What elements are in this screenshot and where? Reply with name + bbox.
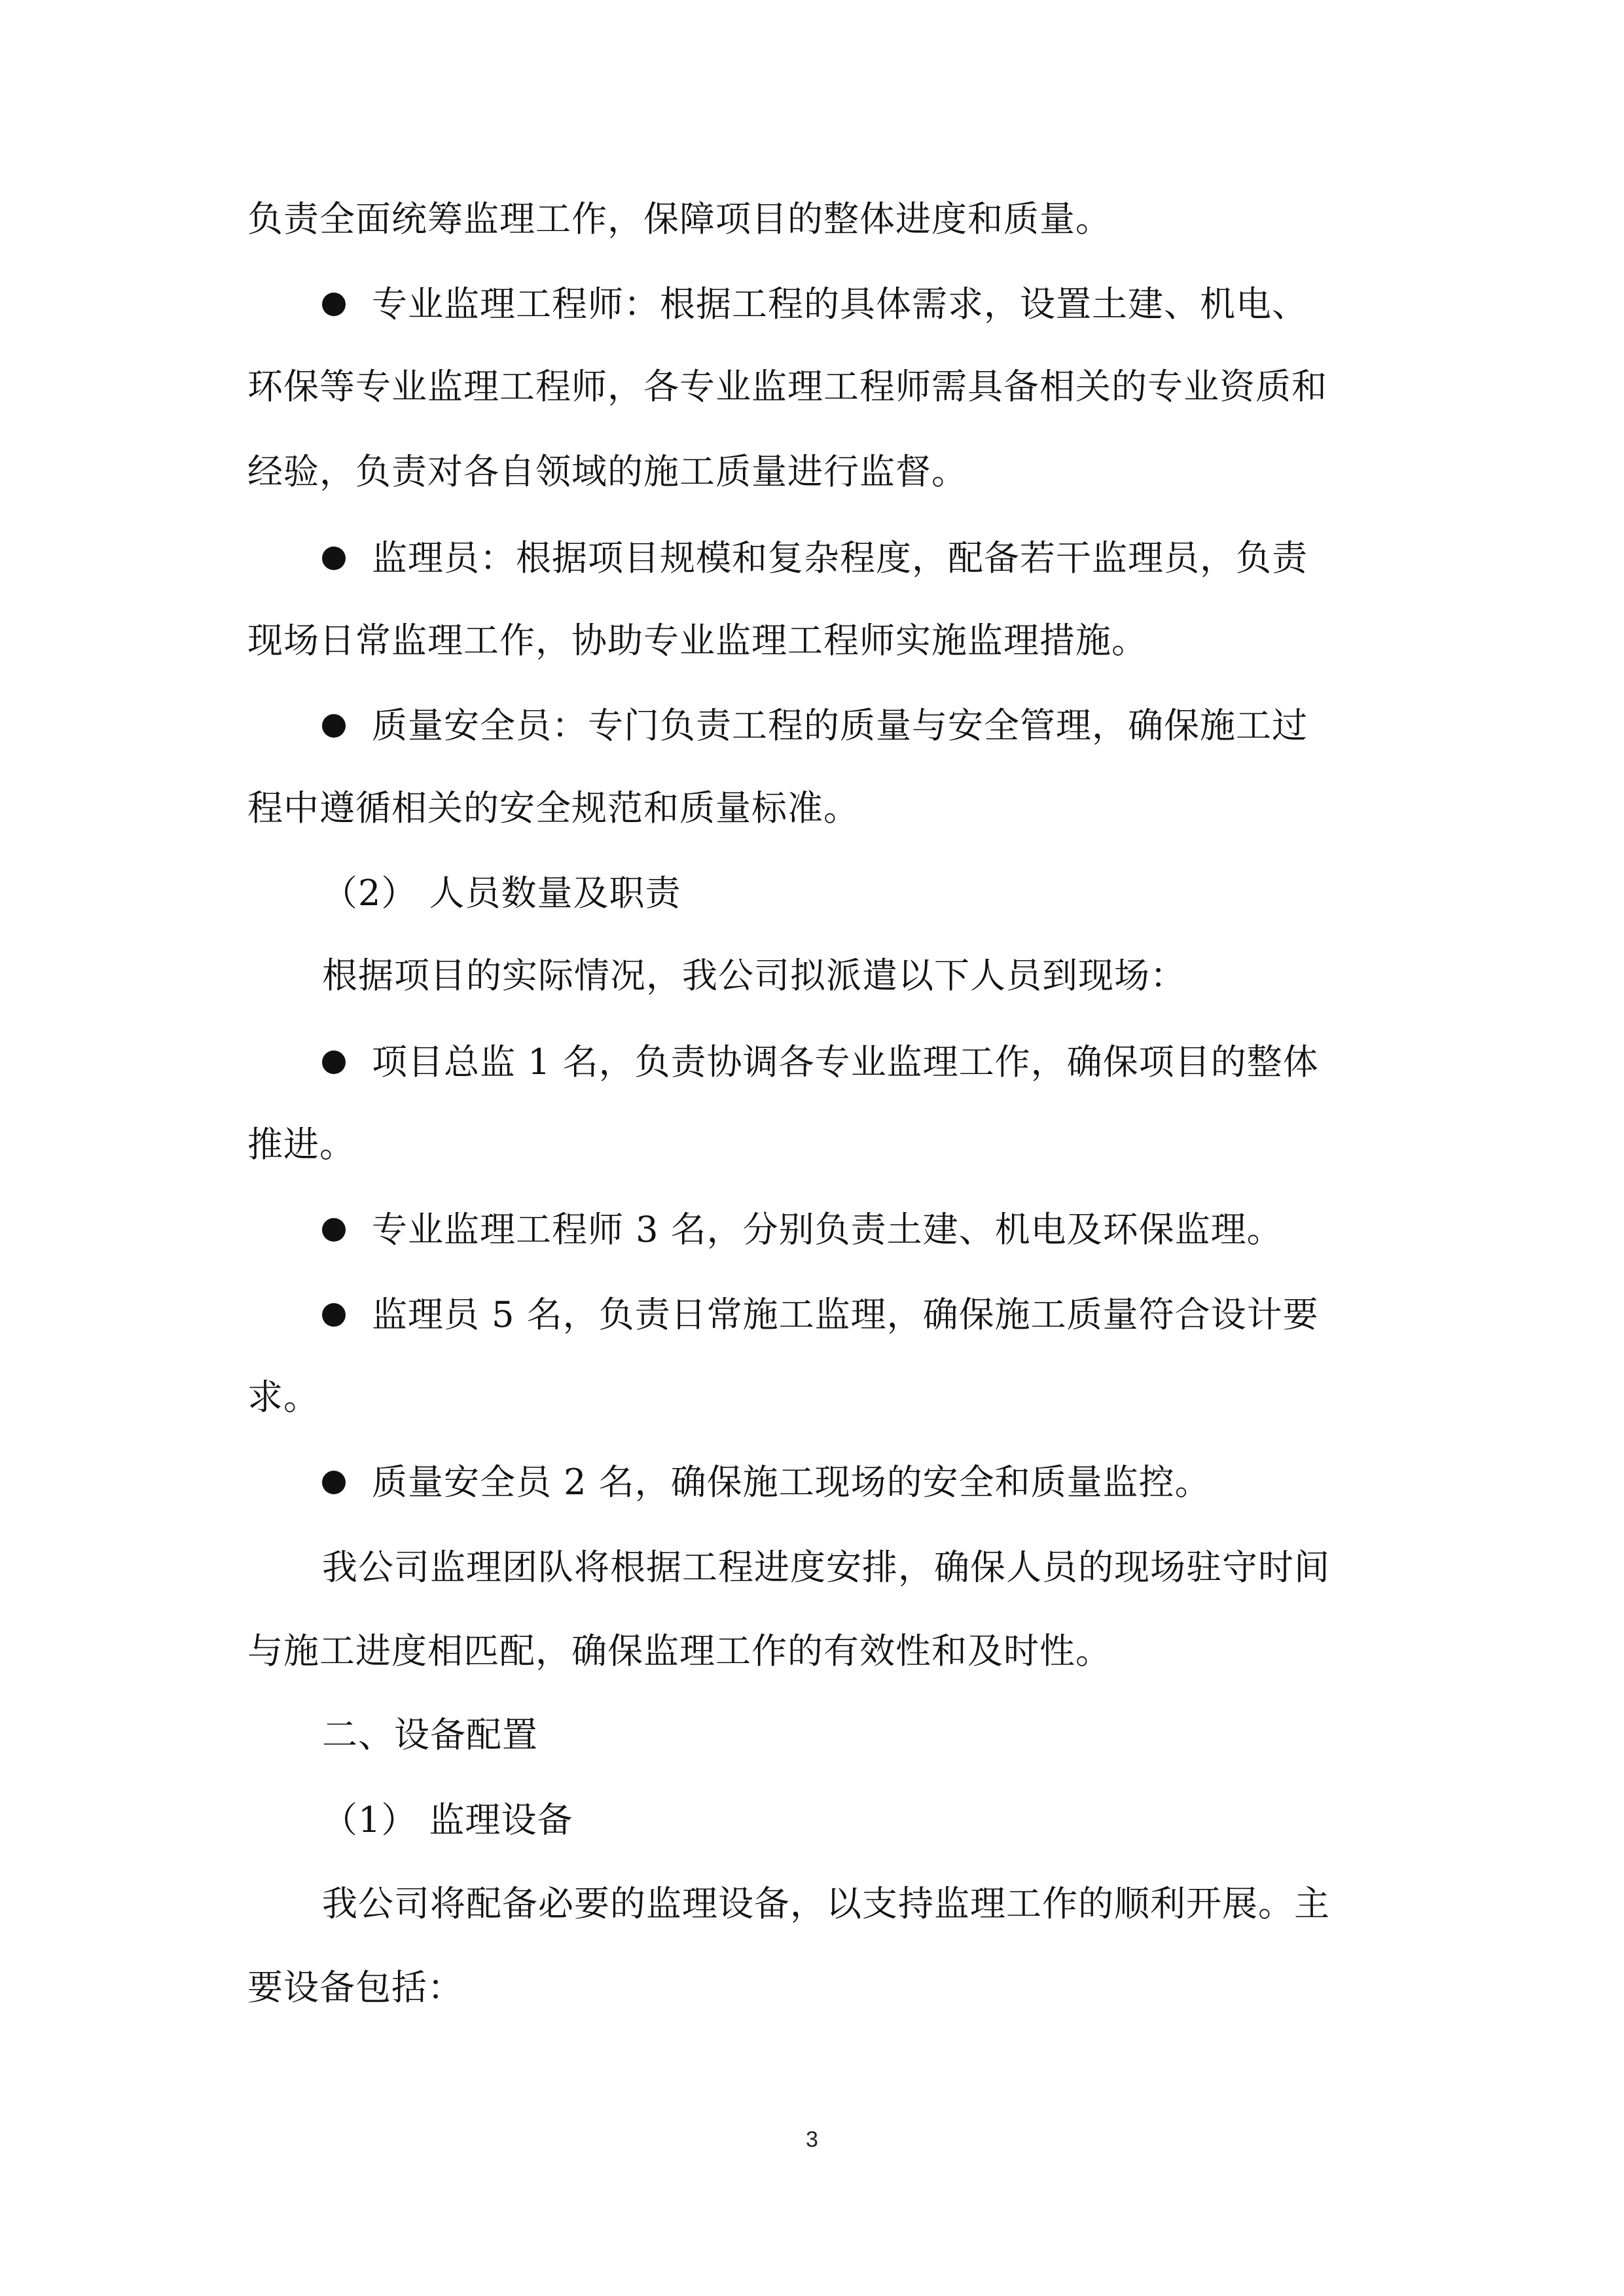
- paragraph-line: 现场日常监理工作，协助专业监理工程师实施监理措施。: [247, 620, 1147, 661]
- bullet-icon: [322, 1471, 346, 1494]
- bullet-text: 专业监理工程师：根据工程的具体需求，设置土建、机电、: [372, 283, 1308, 325]
- paragraph-line: 推进。: [247, 1124, 355, 1165]
- subsection-heading: （1） 监理设备: [322, 1799, 573, 1840]
- bullet-item: [322, 1039, 1386, 1085]
- paragraph-line: 负责全面统筹监理工作，保障项目的整体进度和质量。: [247, 198, 1111, 240]
- bullet-text: 项目总监 1 名，负责协调各专业监理工作，确保项目的整体: [372, 1041, 1319, 1083]
- bullet-item: [322, 1207, 1386, 1253]
- bullet-item: [322, 1292, 1386, 1338]
- bullet-icon: [322, 547, 346, 570]
- bullet-text: 监理员 5 名，负责日常施工监理，确保施工质量符合设计要: [372, 1294, 1319, 1335]
- bullet-text: 专业监理工程师 3 名，分别负责土建、机电及环保监理。: [372, 1209, 1283, 1250]
- page-number: 3: [806, 2127, 818, 2152]
- bullet-item: [322, 703, 1386, 749]
- bullet-item: [322, 535, 1386, 581]
- paragraph-line: 求。: [247, 1376, 319, 1418]
- paragraph-line: 环保等专业监理工程师，各专业监理工程师需具备相关的专业资质和: [247, 366, 1327, 407]
- bullet-text: 监理员：根据项目规模和复杂程度，配备若干监理员，负责: [372, 537, 1308, 579]
- paragraph-line: 程中遵循相关的安全规范和质量标准。: [247, 787, 859, 829]
- bullet-item: [322, 1460, 1386, 1505]
- bullet-text: 质量安全员：专门负责工程的质量与安全管理，确保施工过: [372, 705, 1308, 746]
- paragraph-line: 根据项目的实际情况，我公司拟派遣以下人员到现场：: [322, 955, 1186, 996]
- bullet-icon: [322, 293, 346, 316]
- bullet-icon: [322, 1050, 346, 1074]
- bullet-text: 质量安全员 2 名，确保施工现场的安全和质量监控。: [372, 1462, 1211, 1503]
- paragraph-line: 与施工进度相匹配，确保监理工作的有效性和及时性。: [247, 1630, 1111, 1672]
- bullet-icon: [322, 1303, 346, 1327]
- bullet-item: [322, 281, 1386, 327]
- bullet-icon: [322, 714, 346, 738]
- paragraph-line: 我公司监理团队将根据工程进度安排，确保人员的现场驻守时间: [322, 1547, 1330, 1588]
- paragraph-line: 我公司将配备必要的监理设备，以支持监理工作的顺利开展。主: [322, 1883, 1330, 1924]
- paragraph-line: 经验，负责对各自领域的施工质量进行监督。: [247, 451, 967, 492]
- paragraph-line: 要设备包括：: [247, 1967, 463, 2008]
- bullet-icon: [322, 1218, 346, 1242]
- subsection-heading: （2） 人员数量及职责: [322, 872, 681, 914]
- section-heading: 二、设备配置: [322, 1714, 538, 1755]
